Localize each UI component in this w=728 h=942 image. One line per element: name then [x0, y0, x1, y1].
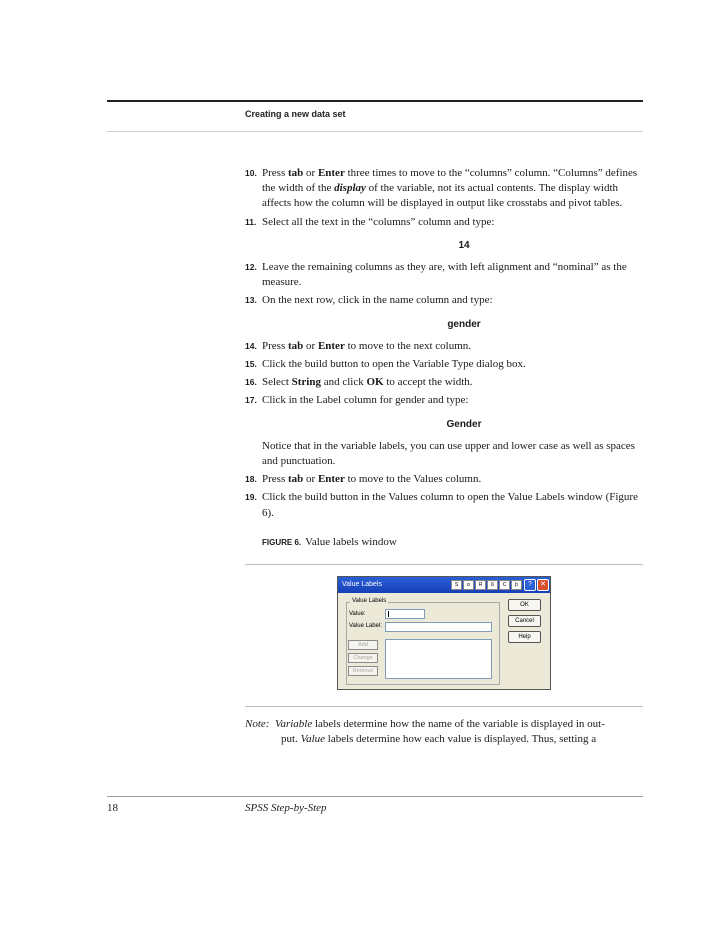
step-13: 13. On the next row, click in the name column and type:	[245, 294, 493, 307]
step-11: 11. Select all the text in the “columns” column and type:	[245, 215, 495, 228]
spell-button-r[interactable]: R	[475, 580, 486, 590]
help-button[interactable]: Help	[508, 631, 541, 643]
running-header: Creating a new data set	[245, 109, 346, 119]
header-rule	[107, 100, 643, 102]
figure-caption: FIGURE 6. Value labels window	[262, 535, 397, 548]
footer-rule	[107, 796, 643, 797]
figure-bottom-rule	[245, 706, 643, 707]
figure-top-rule	[245, 564, 643, 565]
step-18: 18. Press tab or Enter to move to the Values column.	[245, 473, 482, 486]
help-icon[interactable]: ?	[524, 579, 536, 591]
value-label-input[interactable]	[385, 622, 492, 632]
typed-value-columns: 14	[458, 239, 470, 251]
add-button[interactable]: Add	[348, 640, 378, 650]
spell-button-thorn[interactable]: þ	[511, 580, 522, 590]
cancel-button[interactable]: Cancel	[508, 615, 541, 627]
spell-button-alpha[interactable]: α	[463, 580, 474, 590]
text-cursor	[388, 611, 389, 617]
note-line-1: Note: Variable labels determine how the name of the variable is displayed in out-	[245, 718, 605, 730]
value-labels-dialog	[337, 576, 551, 690]
notice-paragraph: Notice that in the variable labels, you can use upper and lower case as well as spaces and punctuation.	[262, 439, 635, 468]
value-field-label: Value:	[349, 611, 366, 617]
step-19: 19. Click the build button in the Values column to open the Value Labels window (Figure 6).	[245, 491, 638, 519]
typed-value-name: gender	[447, 318, 481, 330]
note-paragraph	[245, 717, 643, 747]
change-button[interactable]: Change	[348, 653, 378, 663]
step-15: 15. Click the build button to open the Variable Type dialog box.	[245, 358, 526, 371]
value-labels-list[interactable]	[385, 639, 492, 679]
ok-button[interactable]: OK	[508, 599, 541, 611]
step-14: 14. Press tab or Enter to move to the next column.	[245, 339, 472, 352]
close-icon[interactable]: ✕	[537, 579, 549, 591]
value-label-field-label: Value Label:	[349, 623, 382, 629]
note-line-2: put. Value labels determine how each value is displayed. Thus, setting a	[281, 733, 597, 746]
book-title: SPSS Step-by-Step	[245, 802, 327, 814]
step-10: 10. Press tab or Enter three times to move to the “columns” column. “Columns” defines the width of the display of the variable, not its actual contents. The display width affects how the column will be displayed in output like crosstabs and pivot tables.	[245, 167, 638, 210]
step-17: 17. Click in the Label column for gender and type:	[245, 394, 469, 407]
spell-button-s[interactable]: S	[451, 580, 462, 590]
typed-value-label: Gender	[446, 418, 482, 430]
value-input[interactable]	[385, 609, 425, 619]
group-label: Value Labels	[352, 598, 387, 604]
step-16: 16. Select String and click OK to accept the width.	[245, 376, 473, 389]
spell-button-c[interactable]: C	[499, 580, 510, 590]
instructions	[245, 166, 643, 550]
remove-button[interactable]: Remove	[348, 666, 378, 676]
header-divider	[107, 131, 643, 132]
page-number: 18	[107, 802, 118, 814]
step-12: 12. Leave the remaining columns as they are, with left alignment and “nominal” as the measure.	[245, 261, 627, 289]
dialog-title-bar: Value Labels	[338, 577, 550, 593]
spell-button-beta[interactable]: ß	[487, 580, 498, 590]
